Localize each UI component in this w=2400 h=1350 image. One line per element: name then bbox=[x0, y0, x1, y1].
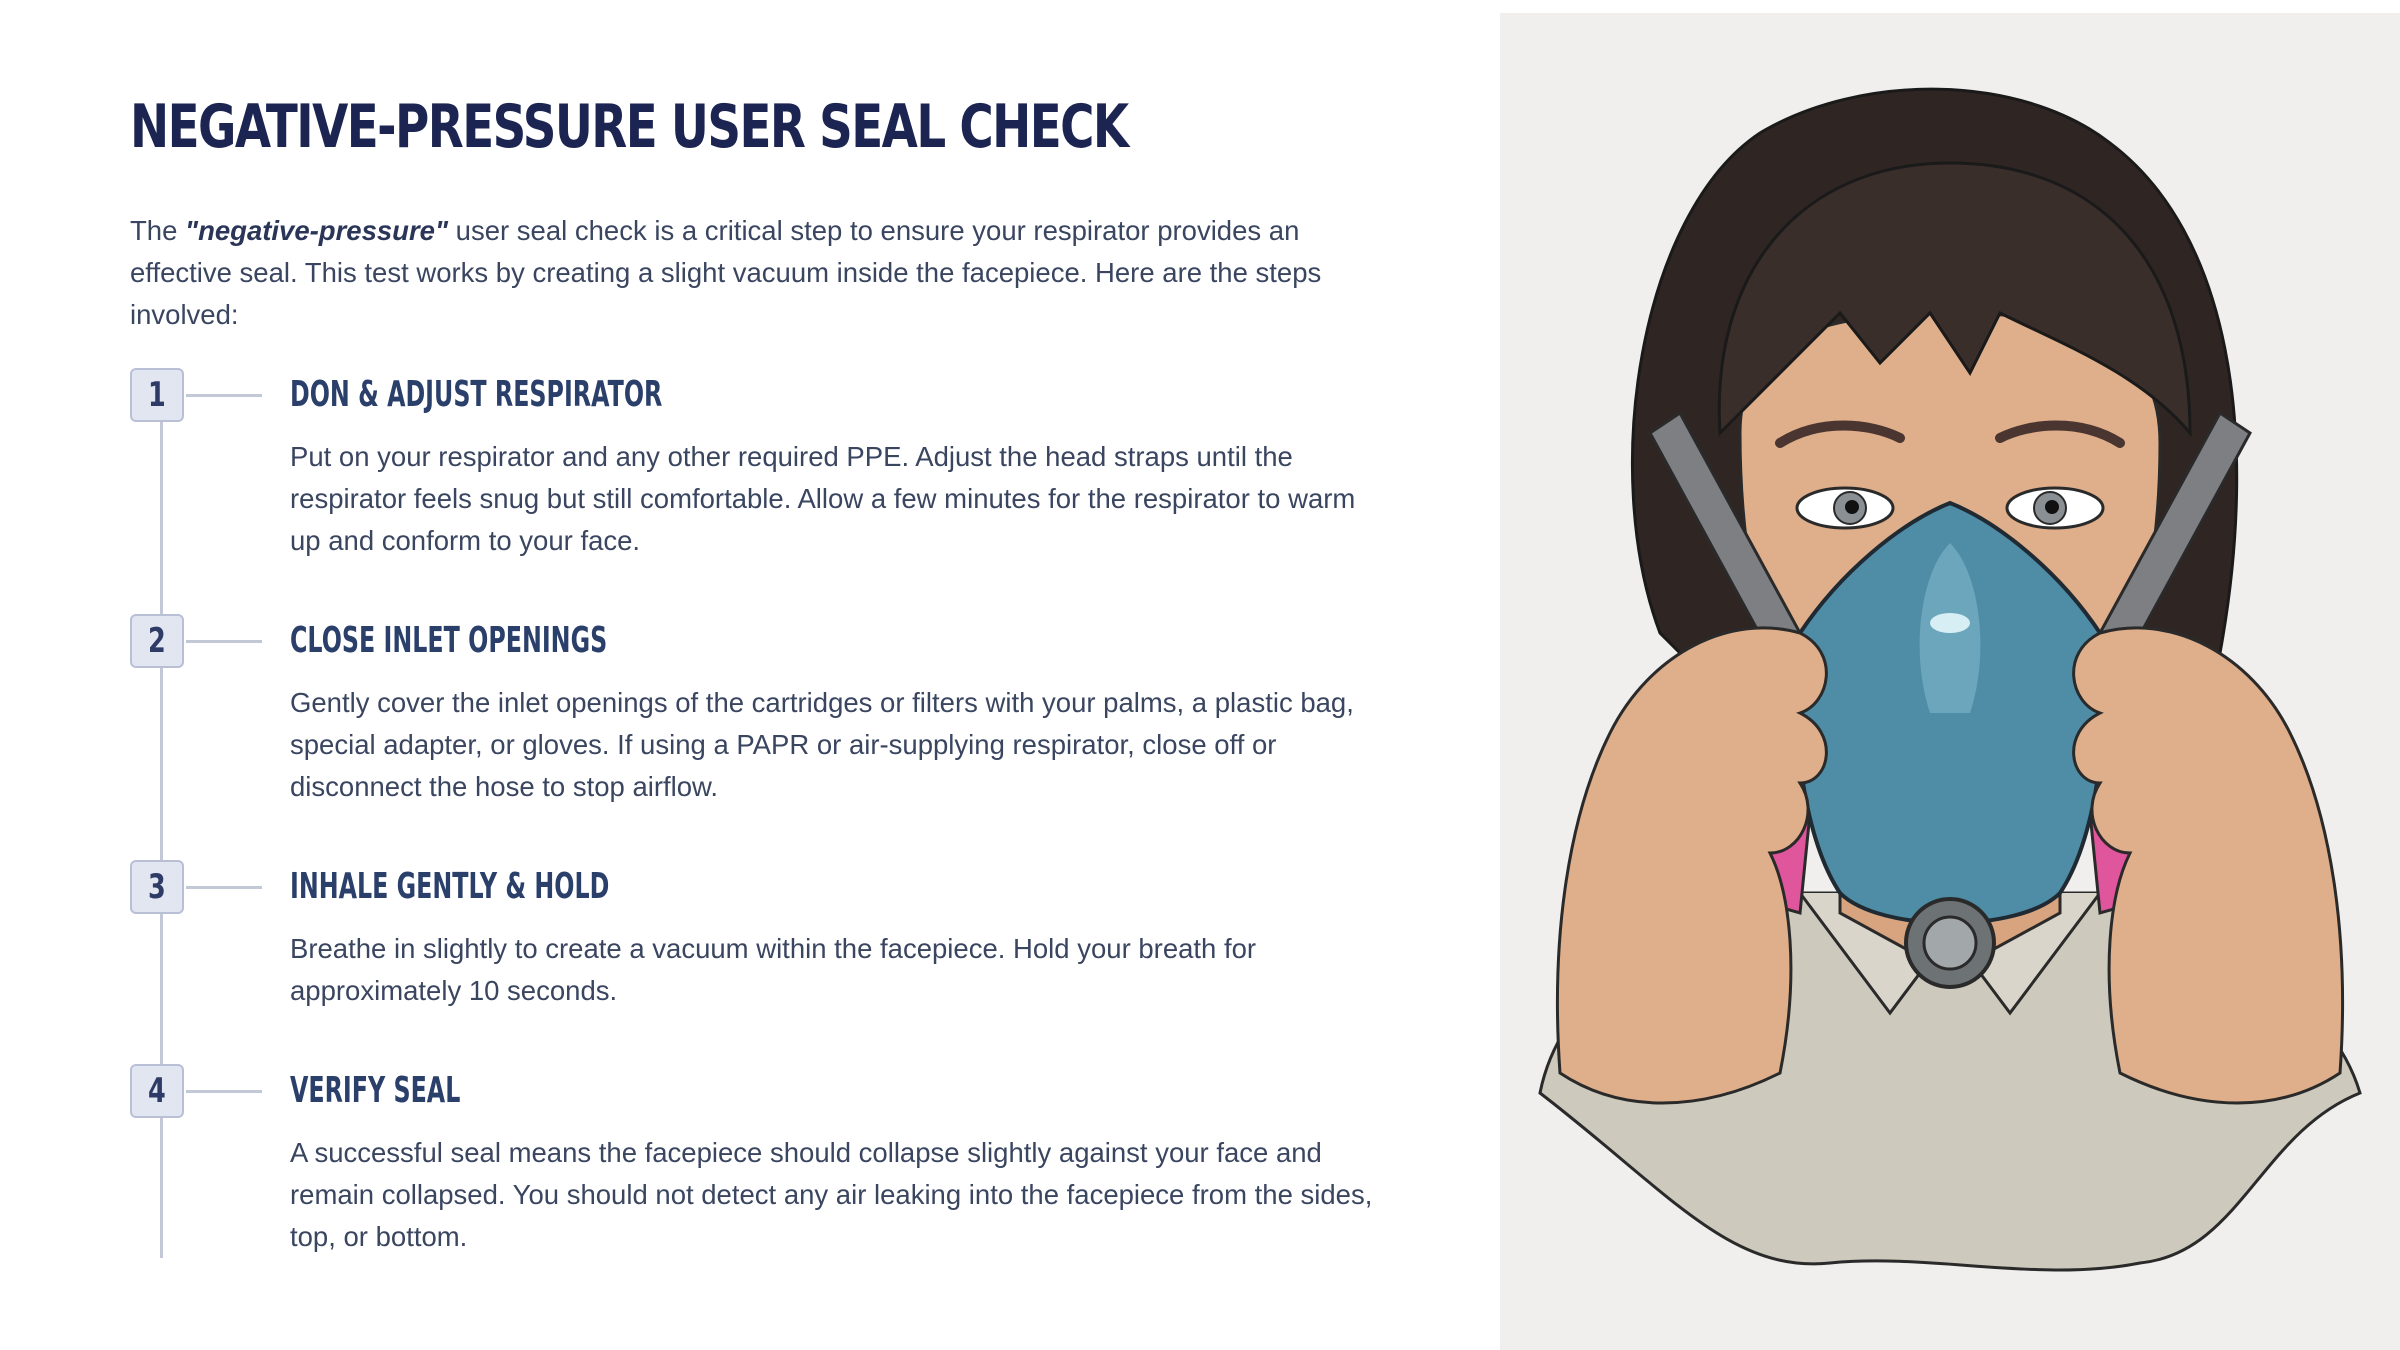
intro-emphasis: "negative-pressure" bbox=[185, 215, 449, 246]
step-number-badge: 1 bbox=[130, 368, 184, 422]
step-connector bbox=[186, 640, 262, 643]
right-pupil bbox=[2045, 500, 2059, 514]
step-description: Put on your respirator and any other required PPE. Adjust the head straps until the respirator feels snug but still comfortable. Allow a few minutes for the respirator to warm up and conform to your face. bbox=[290, 441, 1356, 556]
timeline-line bbox=[160, 400, 163, 1258]
step-number-badge: 2 bbox=[130, 614, 184, 668]
step-description: A successful seal means the facepiece should collapse slightly against your face and remain collapsed. You should not detect any air leaking into the facepiece from the sides, top, or bottom. bbox=[290, 1137, 1373, 1252]
intro-paragraph bbox=[130, 210, 1380, 336]
valve-cover bbox=[1924, 917, 1976, 969]
intro-prefix: The bbox=[130, 215, 186, 246]
step-number-badge: 3 bbox=[130, 860, 184, 914]
mask-nose-highlight bbox=[1930, 613, 1970, 633]
step-connector bbox=[186, 394, 262, 397]
content-panel bbox=[130, 0, 1380, 1350]
left-pupil bbox=[1845, 500, 1859, 514]
step-description: Gently cover the inlet openings of the cartridges or filters with your palms, a plastic bag, special adapter, or gloves. If using a PAPR or air-supplying respirator, close off or disconnect the hose to stop airflow. bbox=[290, 687, 1354, 802]
page-title: NEGATIVE-PRESSURE USER SEAL CHECK bbox=[130, 92, 1128, 162]
step-description: Breathe in slightly to create a vacuum within the facepiece. Hold your breath for approximately 10 seconds. bbox=[290, 933, 1257, 1006]
step-title: CLOSE INLET OPENINGS bbox=[290, 620, 608, 661]
step-title: INHALE GENTLY & HOLD bbox=[290, 866, 610, 907]
illustration-panel bbox=[1500, 13, 2400, 1350]
step-connector bbox=[186, 1090, 262, 1093]
step-connector bbox=[186, 886, 262, 889]
step-title: VERIFY SEAL bbox=[290, 1070, 461, 1111]
intro-suffix: user seal check is a critical step to ensure your respirator provides an effective seal. This test works by creating a slight vacuum inside the facepiece. Here are the steps involved: bbox=[130, 215, 1322, 330]
step-number-badge: 4 bbox=[130, 1064, 184, 1118]
respirator-fitting-illustration bbox=[1500, 13, 2400, 1350]
step-title: DON & ADJUST RESPIRATOR bbox=[290, 374, 663, 415]
